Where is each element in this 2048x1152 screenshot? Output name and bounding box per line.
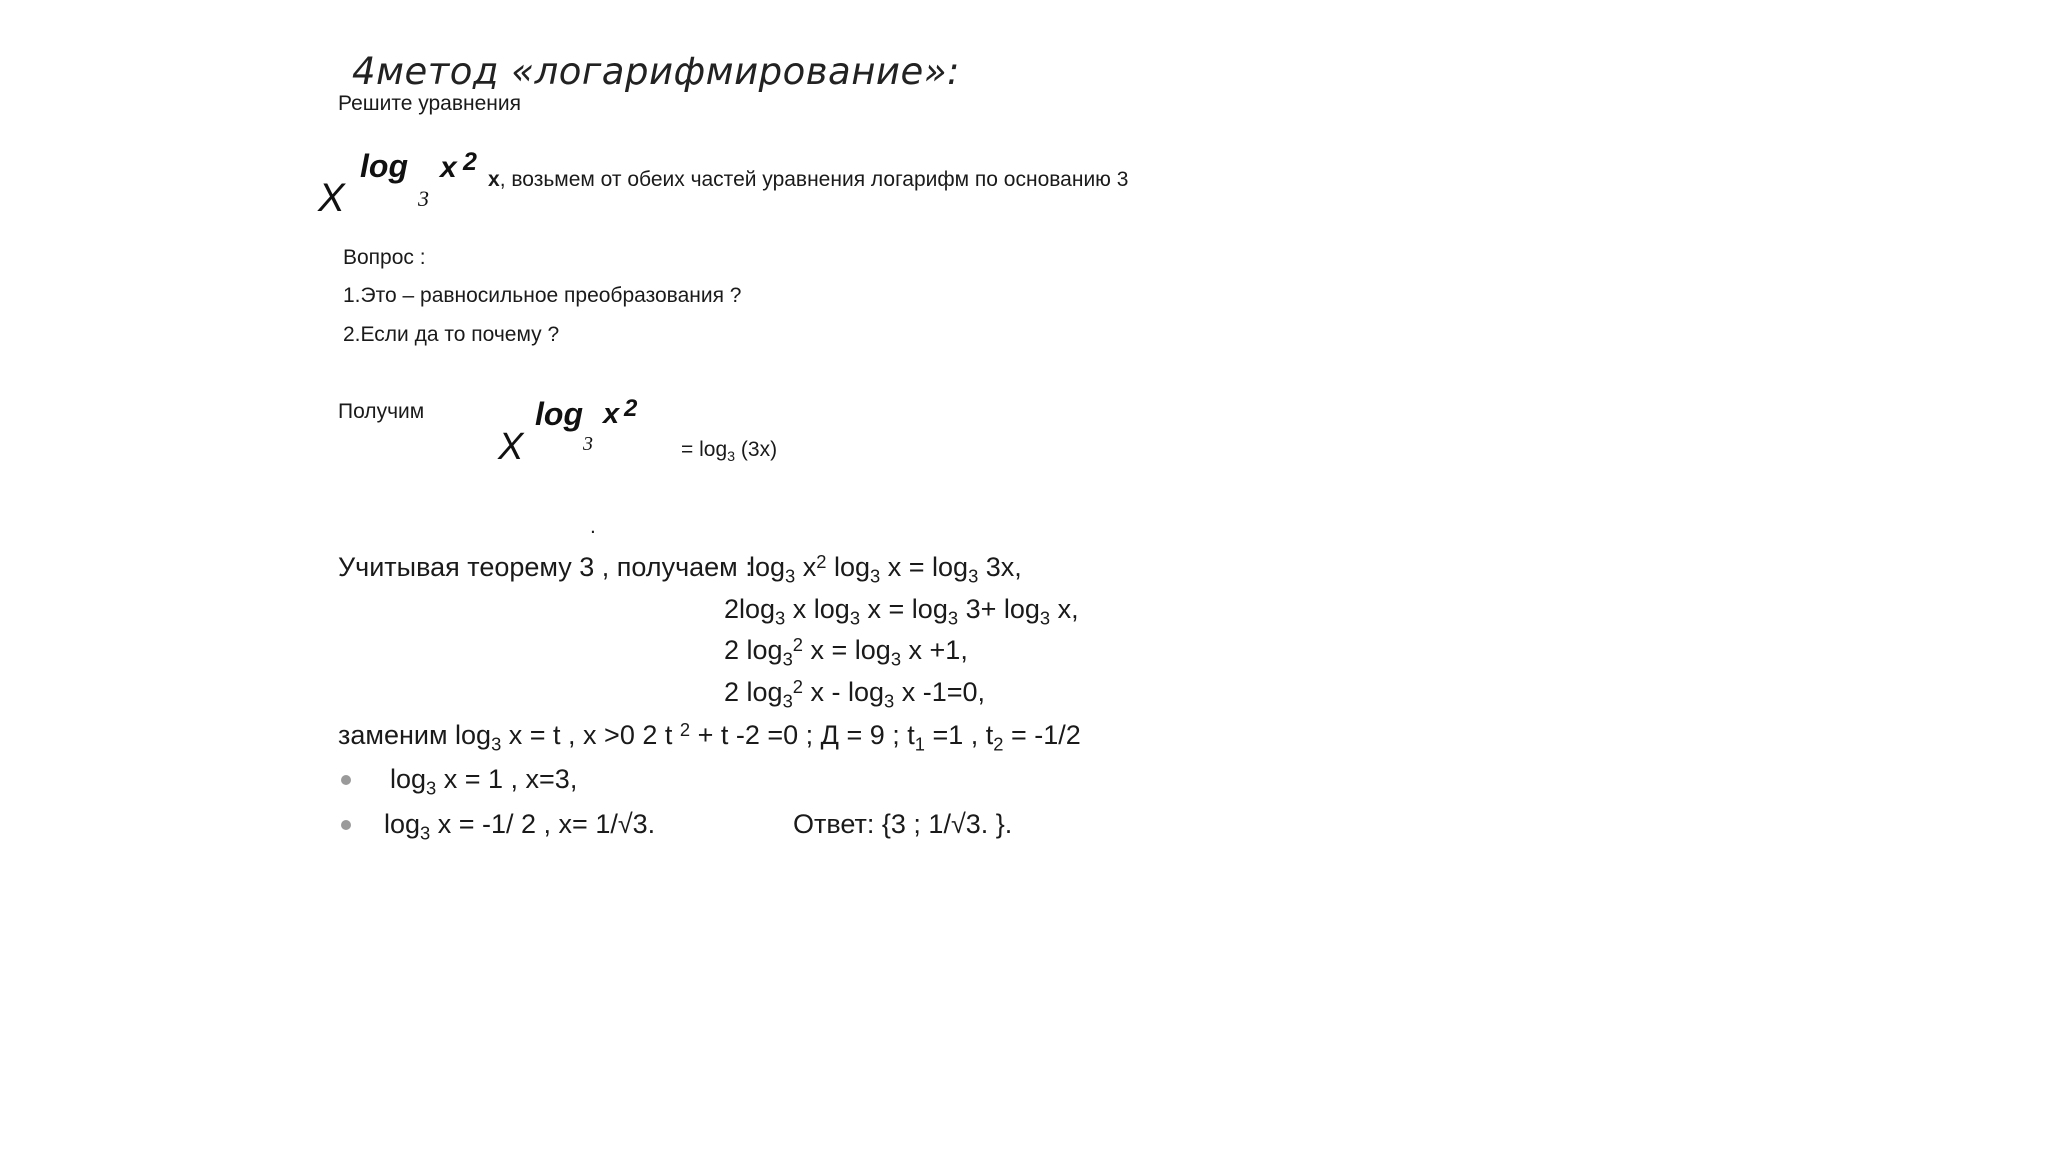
dl2-p3: 3 xyxy=(849,607,861,629)
bullet-2-a: log xyxy=(384,809,421,839)
dl2-p8: x, xyxy=(1050,594,1079,624)
page-title: 4метод «логарифмирование»: xyxy=(352,50,961,93)
dl1-p0: log xyxy=(749,552,786,582)
dl3-p1: 3 xyxy=(782,648,793,670)
dl4-p2: 2 xyxy=(792,675,803,697)
formula-1-explanation xyxy=(488,168,1128,192)
dl2-p0: 2log xyxy=(724,594,776,624)
bullet-1-a: log xyxy=(390,764,427,794)
dl2-p1: 3 xyxy=(775,607,786,629)
dl1-p6: x = log xyxy=(880,552,969,582)
dl2-p5: 3 xyxy=(947,607,959,629)
formula-1-log-base: 3 xyxy=(418,186,429,211)
sub-b-sup: 2 xyxy=(679,718,691,740)
formula-1-text: , возьмем от обеих частей уравнения логарифм по основанию 3 xyxy=(499,168,1129,191)
sub-a-sub: 3 xyxy=(491,733,502,755)
formula-1-arg: x xyxy=(440,151,457,184)
obtain-rhs-sub: 3 xyxy=(727,448,736,465)
dl1-p8: 3x, xyxy=(978,552,1022,582)
derivation-line-2 xyxy=(724,594,1079,629)
dl2-p2: x log xyxy=(785,594,850,624)
bullet-1 xyxy=(390,764,578,799)
formula-1-var: x xyxy=(488,168,500,191)
answer-text: Ответ: {3 ; 1/√3. }. xyxy=(793,809,1013,839)
dl4-p0: 2 log xyxy=(724,677,783,707)
formula-2-arg: x xyxy=(603,398,620,430)
dl3-p4: 3 xyxy=(890,648,902,670)
dl3-p5: x +1, xyxy=(901,635,968,665)
dl4-p4: 3 xyxy=(884,690,895,712)
bullet-2-sub: 3 xyxy=(420,822,431,844)
sub-c: + t -2 =0 ; Д = 9 ; t xyxy=(690,720,915,750)
bullet-1-b: x = 1 , x=3, xyxy=(436,764,578,794)
dl2-p4: x = log xyxy=(860,594,948,624)
formula-1-log: log xyxy=(360,148,408,184)
dl1-p7: 3 xyxy=(968,565,979,587)
dot-mark: . xyxy=(590,515,596,538)
dl1-p3: 2 xyxy=(816,550,827,572)
question-2: 2.Если да то почему ? xyxy=(343,323,560,346)
question-1: 1.Это – равносильное преобразования ? xyxy=(343,284,742,307)
derivation-line-3 xyxy=(724,633,968,670)
theorem-intro: Учитывая теорему 3 , получаем : xyxy=(338,552,753,582)
formula-2-log-base: 3 xyxy=(583,433,593,455)
dl4-p1: 3 xyxy=(782,690,793,712)
dl3-p2: 2 xyxy=(792,633,803,655)
dl4-p5: x -1=0, xyxy=(894,677,986,707)
bullet-2 xyxy=(384,809,656,844)
question-heading: Вопрос : xyxy=(343,246,426,269)
obtain-rhs xyxy=(681,438,778,465)
sub-a: заменим log xyxy=(338,720,492,750)
sub-c-sub: 1 xyxy=(914,733,925,755)
dl1-p2: x xyxy=(795,552,817,582)
bullet-2-b: x = -1/ 2 , x= 1/√3. xyxy=(430,809,656,839)
dl3-p3: x = log xyxy=(803,635,891,665)
dl1-p5: 3 xyxy=(870,565,881,587)
bullet-1-sub: 3 xyxy=(426,777,437,799)
formula-2-base: X xyxy=(498,426,524,468)
obtain-rhs-tail: (3x) xyxy=(735,438,778,461)
dl1-p1: 3 xyxy=(785,565,796,587)
formula-1-base: X xyxy=(318,176,345,220)
derivation-line-4 xyxy=(724,675,986,712)
sub-e: = -1/2 xyxy=(1003,720,1081,750)
instruction-text: Решите уравнения xyxy=(338,92,521,115)
dl3-p0: 2 log xyxy=(724,635,783,665)
sub-b: x = t , x >0 2 t xyxy=(501,720,680,750)
bullet-dot xyxy=(341,820,351,830)
formula-2-power: 2 xyxy=(624,395,638,422)
dl2-p7: 3 xyxy=(1039,607,1051,629)
obtain-label: Получим xyxy=(338,400,425,423)
bullet-dot xyxy=(341,775,351,785)
derivation-line-1 xyxy=(749,550,1022,587)
sub-d-sub: 2 xyxy=(993,733,1004,755)
dl2-p6: 3+ log xyxy=(958,594,1040,624)
sub-d: =1 , t xyxy=(924,720,994,750)
dl1-p4: log xyxy=(826,552,871,582)
substitution-line xyxy=(338,718,1081,755)
formula-2-log: log xyxy=(535,396,583,432)
obtain-rhs-log: = log xyxy=(681,438,728,461)
dl4-p3: x - log xyxy=(803,677,885,707)
formula-1-power: 2 xyxy=(463,148,477,176)
